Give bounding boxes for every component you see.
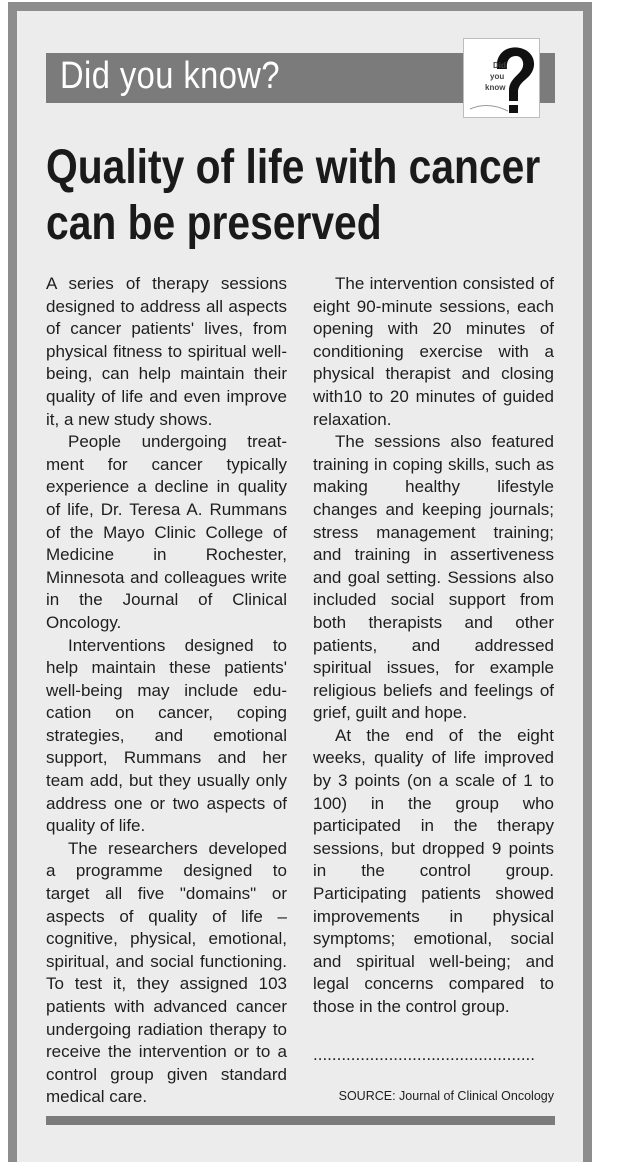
next-article-headline-cropped xyxy=(46,1140,566,1154)
paragraph: A series of therapy sessions designed to address all aspects of cancer patients' lives, from physical fitness to spiritual well-being, can help maintain their quality of life and even improve it, a new study shows. xyxy=(46,274,287,429)
paragraph: The sessions also featured training in coping skills, such as making healthy lifestyle changes and keeping journals; stress management training; and training in assertiveness and goal setting. Sessions also included social support from both therapists and other patients, and addressed spiritual issues, for example religious beliefs and feelings of grief, guilt and hope. xyxy=(313,432,554,723)
next-headline-fragment xyxy=(46,1140,566,1154)
logo-word-know: know xyxy=(485,83,506,92)
headline-line-1: Quality of life with cancer xyxy=(46,141,541,194)
headline-line-2: can be preserved xyxy=(46,197,382,250)
paragraph: The researchers developed a programme designed to target all five "domains" or aspects of quality of life – cognitive, physical, emotional, spiritual, and social functioning. To test it, they assigned 103 patients with advanced cancer undergoing radiation therapy to receive the intervention or to a control group given standard medical care. xyxy=(46,838,287,1107)
article-column-right xyxy=(313,273,554,1019)
paragraph: People undergoing treatment for cancer typically experience a decline in quality of life, Dr. Teresa A. Rummans of the Mayo Clinic College of Medicine in Rochester, Minnesota and colleagues write in the Journal of Clinical Oncology. xyxy=(46,432,287,632)
article-column-left xyxy=(46,273,287,1109)
article-headline xyxy=(46,140,541,252)
did-you-know-logo xyxy=(463,38,540,118)
dotted-separator: ............................................... xyxy=(313,1045,535,1064)
logo-word-you: you xyxy=(490,72,505,81)
banner-title: Did you know? xyxy=(60,55,280,97)
source-credit: SOURCE: Journal of Clinical Oncology xyxy=(338,1089,554,1103)
paragraph: The intervention consisted of eight 90-minute sessions, each opening with 20 minutes of conditioning exercise with a physical therapist and closing with10 to 20 minutes of guided relaxation. xyxy=(313,274,554,429)
paragraph: Interventions designed to help maintain these patients' well-being may include education on cancer, coping strategies, and emotional support, Rummans and her team add, but they usually only address one or two aspects of quality of life. xyxy=(46,635,287,836)
paragraph: At the end of the eight weeks, quality of life improved by 3 points (on a scale of 1 to 100) in the group who participated in the therapy sessions, but dropped 9 points in the control group. Participating patients showed improvements in physical symptoms; emotional, social and spiritual well-being; and legal concerns compared to those in the control group. xyxy=(313,725,554,1016)
bottom-rule xyxy=(46,1116,555,1125)
logo-word-did: Did xyxy=(493,61,506,70)
